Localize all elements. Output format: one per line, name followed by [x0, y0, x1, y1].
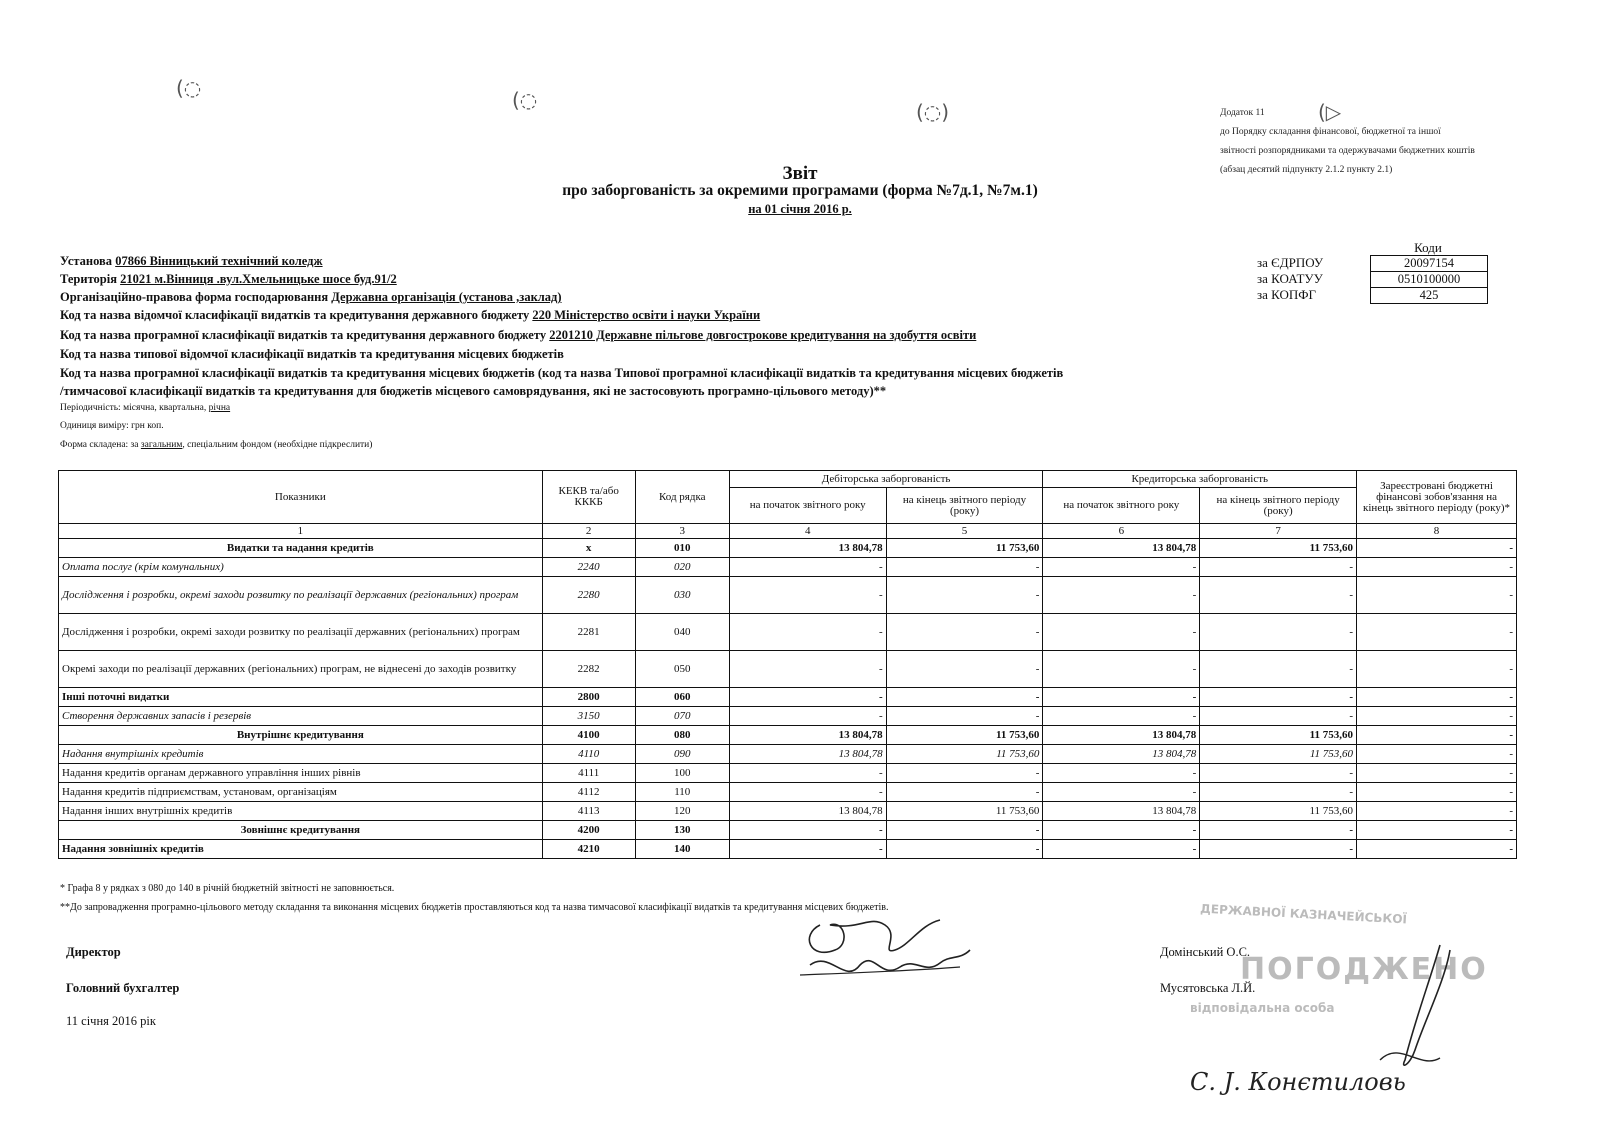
col-number: 7	[1200, 524, 1357, 539]
registered-value: -	[1357, 558, 1517, 577]
debit-start-value: -	[729, 764, 886, 783]
legal-form-line	[60, 290, 562, 305]
credit-start-value: -	[1043, 821, 1200, 840]
debit-end-value: -	[886, 840, 1043, 859]
periodicity-value: річна	[208, 403, 231, 413]
debit-start-value: -	[729, 688, 886, 707]
debit-start-value: -	[729, 821, 886, 840]
col-number: 4	[729, 524, 886, 539]
appendix-line: звітності розпорядниками та одержувачами бюджетних коштів	[1220, 146, 1475, 156]
debit-end-value: 11 753,60	[886, 745, 1043, 764]
table-row	[59, 577, 1517, 614]
debit-start-value: -	[729, 840, 886, 859]
row-name: Надання інших внутрішніх кредитів	[59, 802, 543, 821]
col-number: 3	[635, 524, 729, 539]
credit-start-value: 13 804,78	[1043, 745, 1200, 764]
header-row-code: Код рядка	[635, 471, 729, 524]
registered-value: -	[1357, 745, 1517, 764]
debit-end-value: -	[886, 577, 1043, 614]
row-kekv: 2282	[542, 651, 635, 688]
report-date	[0, 202, 1600, 217]
accountant-name: Мусятовська Л.Й.	[1160, 981, 1256, 995]
debit-end-value: -	[886, 821, 1043, 840]
code-label-koatuu: за КОАТУУ	[1257, 271, 1323, 286]
row-name: Створення державних запасів і резервів	[59, 707, 543, 726]
form-fund-prefix: Форма складена: за	[60, 440, 139, 450]
col-number: 8	[1357, 524, 1517, 539]
row-kekv: 4112	[542, 783, 635, 802]
debit-end-value: -	[886, 688, 1043, 707]
table-row	[59, 558, 1517, 577]
credit-start-value: -	[1043, 707, 1200, 726]
director-signature	[790, 905, 980, 1005]
accountant-role: Головний бухгалтер	[66, 981, 180, 995]
program-classification-line	[60, 328, 976, 343]
row-code: 090	[635, 745, 729, 764]
registered-value: -	[1357, 726, 1517, 745]
row-code: 100	[635, 764, 729, 783]
col-number: 6	[1043, 524, 1200, 539]
code-value-kopfg: 425	[1370, 287, 1488, 304]
form-fund-suffix: , спеціальним фондом (необхідне підкреслити)	[182, 440, 373, 450]
footnote-2: **До запровадження програмно-цільового методу складання та виконання місцевих бюджетів проставляються код та назва тимчасової класифікації видатків та кредитування місцевих бюджетів.	[60, 902, 889, 913]
stamp-approved: ПОГОДЖЕНО	[1240, 952, 1488, 987]
report-date-text: на 01 січня 2016 р.	[748, 202, 852, 216]
table-row	[59, 707, 1517, 726]
footnote-1: * Графа 8 у рядках з 080 до 140 в річній бюджетній звітності не заповнюється.	[60, 883, 395, 894]
credit-start-value: -	[1043, 558, 1200, 577]
row-code: 010	[635, 539, 729, 558]
codes-heading: Коди	[1414, 240, 1442, 255]
form-fund-general: загальним	[140, 440, 183, 450]
typical-classification-line: Код та назва типової відомчої класифікації видатків та кредитування місцевих бюджетів	[60, 347, 564, 361]
registered-value: -	[1357, 802, 1517, 821]
row-kekv: 4100	[542, 726, 635, 745]
credit-start-value: -	[1043, 764, 1200, 783]
dept-classification-line	[60, 308, 760, 323]
credit-start-value: 13 804,78	[1043, 802, 1200, 821]
code-label-kopfg: за КОПФГ	[1257, 287, 1317, 302]
local-classification-line-1: Код та назва програмної класифікації видатків та кредитування місцевих бюджетів (код та назва Типової програмної класифікації видатків та кредитування місцевих бюджетів	[60, 366, 1064, 380]
row-name: Надання внутрішніх кредитів	[59, 745, 543, 764]
code-value-koatuu: 0510100000	[1370, 271, 1488, 288]
table-row	[59, 764, 1517, 783]
registered-value: -	[1357, 707, 1517, 726]
row-kekv: 4113	[542, 802, 635, 821]
registered-value: -	[1357, 840, 1517, 859]
credit-start-value: -	[1043, 840, 1200, 859]
row-name: Видатки та надання кредитів	[59, 539, 543, 558]
debit-start-value: 13 804,78	[729, 802, 886, 821]
credit-start-value: 13 804,78	[1043, 539, 1200, 558]
appendix-line: до Порядку складання фінансової, бюджетної та іншої	[1220, 127, 1441, 137]
institution-line	[60, 254, 323, 269]
registered-value: -	[1357, 614, 1517, 651]
row-code: 110	[635, 783, 729, 802]
row-kekv: 2800	[542, 688, 635, 707]
row-code: 070	[635, 707, 729, 726]
table-row	[59, 726, 1517, 745]
punch-mark-icon: (◌	[512, 88, 538, 112]
registered-value: -	[1357, 577, 1517, 614]
row-name: Дослідження і розробки, окремі заходи розвитку по реалізації державних (регіональних) програм	[59, 577, 543, 614]
table-row	[59, 614, 1517, 651]
director-name: Домінський О.С.	[1160, 945, 1251, 959]
credit-end-value: -	[1200, 577, 1357, 614]
credit-start-value: -	[1043, 577, 1200, 614]
credit-start-value: -	[1043, 614, 1200, 651]
registered-value: -	[1357, 688, 1517, 707]
periodicity-label: Періодичність: місячна, квартальна,	[60, 403, 207, 413]
header-debit-start: на початок звітного року	[729, 488, 886, 524]
credit-end-value: -	[1200, 840, 1357, 859]
header-indicators: Показники	[59, 471, 543, 524]
row-name: Інші поточні видатки	[59, 688, 543, 707]
credit-end-value: -	[1200, 614, 1357, 651]
header-credit-start: на початок звітного року	[1043, 488, 1200, 524]
legal-form-value: Державна організація (установа ,заклад)	[331, 290, 562, 304]
debit-start-value: -	[729, 558, 886, 577]
credit-end-value: 11 753,60	[1200, 802, 1357, 821]
stamp-line: ДЕРЖАВНОЇ КАЗНАЧЕЙСЬКОЇ	[1199, 901, 1408, 927]
form-fund-line	[60, 440, 372, 450]
unit-line: Одиниця виміру: грн коп.	[60, 421, 164, 431]
credit-start-value: -	[1043, 651, 1200, 688]
registered-value: -	[1357, 821, 1517, 840]
header-debit: Дебіторська заборгованість	[729, 471, 1043, 488]
debit-end-value: -	[886, 783, 1043, 802]
debt-table	[58, 470, 1517, 859]
dept-classification-value: 220 Міністерство освіти і науки України	[532, 308, 761, 322]
row-code: 060	[635, 688, 729, 707]
row-kekv: х	[542, 539, 635, 558]
row-name: Надання зовнішніх кредитів	[59, 840, 543, 859]
credit-end-value: -	[1200, 688, 1357, 707]
header-registered: Зареєстровані бюджетні фінансові зобов'язання на кінець звітного періоду (року)*	[1357, 471, 1517, 524]
col-number: 1	[59, 524, 543, 539]
row-code: 050	[635, 651, 729, 688]
row-code: 020	[635, 558, 729, 577]
debit-start-value: -	[729, 577, 886, 614]
header-kekv: КЕКВ та/або КККБ	[542, 471, 635, 524]
credit-end-value: -	[1200, 558, 1357, 577]
row-kekv: 2281	[542, 614, 635, 651]
credit-start-value: -	[1043, 783, 1200, 802]
row-kekv: 4110	[542, 745, 635, 764]
debit-end-value: -	[886, 651, 1043, 688]
row-kekv: 4210	[542, 840, 635, 859]
row-code: 040	[635, 614, 729, 651]
credit-start-value: -	[1043, 688, 1200, 707]
debit-start-value: 13 804,78	[729, 539, 886, 558]
credit-end-value: 11 753,60	[1200, 539, 1357, 558]
header-credit-end: на кінець звітного періоду (року)	[1200, 488, 1357, 524]
report-subtitle: про заборгованість за окремими програмами (форма №7д.1, №7м.1)	[562, 182, 1038, 199]
row-name: Надання кредитів органам державного управління інших рівнів	[59, 764, 543, 783]
row-name: Внутрішнє кредитування	[59, 726, 543, 745]
code-label-edrpou: за ЄДРПОУ	[1257, 255, 1324, 270]
program-classification-value: 2201210 Державне пільгове довгострокове кредитування на здобуття освіти	[549, 328, 977, 342]
approval-stamp	[1180, 901, 1520, 1060]
row-kekv: 2280	[542, 577, 635, 614]
territory-line	[60, 272, 397, 287]
debit-end-value: 11 753,60	[886, 802, 1043, 821]
territory-label: Територія	[60, 272, 117, 286]
debit-start-value: 13 804,78	[729, 726, 886, 745]
row-code: 140	[635, 840, 729, 859]
row-name: Зовнішнє кредитування	[59, 821, 543, 840]
row-code: 030	[635, 577, 729, 614]
legal-form-label: Організаційно-правова форма господарювання	[60, 290, 329, 304]
table-row	[59, 840, 1517, 859]
header-debit-end: на кінець звітного періоду (року)	[886, 488, 1043, 524]
debit-end-value: -	[886, 614, 1043, 651]
registered-value: -	[1357, 651, 1517, 688]
row-code: 130	[635, 821, 729, 840]
credit-end-value: -	[1200, 651, 1357, 688]
credit-end-value: 11 753,60	[1200, 745, 1357, 764]
debit-start-value: -	[729, 651, 886, 688]
debit-end-value: -	[886, 707, 1043, 726]
debit-end-value: -	[886, 558, 1043, 577]
credit-end-value: -	[1200, 821, 1357, 840]
registered-value: -	[1357, 783, 1517, 802]
debit-start-value: -	[729, 614, 886, 651]
debit-end-value: 11 753,60	[886, 726, 1043, 745]
code-value-edrpou: 20097154	[1370, 255, 1488, 272]
debit-start-value: -	[729, 707, 886, 726]
table-row	[59, 802, 1517, 821]
row-kekv: 4111	[542, 764, 635, 783]
dept-classification-label: Код та назва відомчої класифікації видатків та кредитування державного бюджету	[60, 308, 530, 322]
debit-end-value: 11 753,60	[886, 539, 1043, 558]
credit-end-value: -	[1200, 707, 1357, 726]
row-kekv: 2240	[542, 558, 635, 577]
table-row	[59, 821, 1517, 840]
periodicity-line	[60, 403, 230, 413]
row-name: Оплата послуг (крім комунальних)	[59, 558, 543, 577]
row-name: Окремі заходи по реалізації державних (регіональних) програм, не віднесені до заходів розвитку	[59, 651, 543, 688]
header-credit: Кредиторська заборгованість	[1043, 471, 1357, 488]
col-number: 5	[886, 524, 1043, 539]
table-row	[59, 688, 1517, 707]
report-title: Звіт	[782, 163, 818, 184]
table-row	[59, 651, 1517, 688]
row-kekv: 3150	[542, 707, 635, 726]
credit-end-value: -	[1200, 764, 1357, 783]
registered-value: -	[1357, 539, 1517, 558]
credit-start-value: 13 804,78	[1043, 726, 1200, 745]
punch-mark-icon: (◌	[176, 76, 202, 100]
local-classification-line-2: /тимчасової класифікації видатків та кредитування для бюджетів місцевого самоврядування, які не застосовують програмно-цільового методу)**	[60, 384, 887, 398]
punch-mark-icon: (▷	[1318, 100, 1342, 124]
handwritten-approval: С. Ј. Конєтиловь	[1190, 1068, 1406, 1096]
debit-start-value: -	[729, 783, 886, 802]
row-code: 080	[635, 726, 729, 745]
debit-start-value: 13 804,78	[729, 745, 886, 764]
territory-value: 21021 м.Вінниця .вул.Хмельницьке шосе буд.91/2	[120, 272, 397, 286]
row-name: Надання кредитів підприємствам, установам, організаціям	[59, 783, 543, 802]
institution-value: 07866 Вінницький технічний коледж	[115, 254, 323, 268]
institution-label: Установа	[60, 254, 113, 268]
table-row	[59, 783, 1517, 802]
accountant-signature	[1370, 940, 1460, 1080]
stamp-line: відповідальна особа	[1190, 1001, 1335, 1015]
credit-end-value: 11 753,60	[1200, 726, 1357, 745]
row-code: 120	[635, 802, 729, 821]
table-row	[59, 539, 1517, 558]
director-role: Директор	[66, 945, 121, 959]
registered-value: -	[1357, 764, 1517, 783]
signature-date: 11 січня 2016 рік	[66, 1014, 156, 1028]
appendix-line: (абзац десятий підпункту 2.1.2 пункту 2.1)	[1220, 165, 1393, 175]
row-name: Дослідження і розробки, окремі заходи розвитку по реалізації державних (регіональних) програм	[59, 614, 543, 651]
punch-mark-icon: (◌)	[916, 100, 950, 124]
col-number: 2	[542, 524, 635, 539]
program-classification-label: Код та назва програмної класифікації видатків та кредитування державного бюджету	[60, 328, 547, 342]
appendix-line: Додаток 11	[1220, 108, 1265, 118]
table-row	[59, 745, 1517, 764]
credit-end-value: -	[1200, 783, 1357, 802]
row-kekv: 4200	[542, 821, 635, 840]
debit-end-value: -	[886, 764, 1043, 783]
